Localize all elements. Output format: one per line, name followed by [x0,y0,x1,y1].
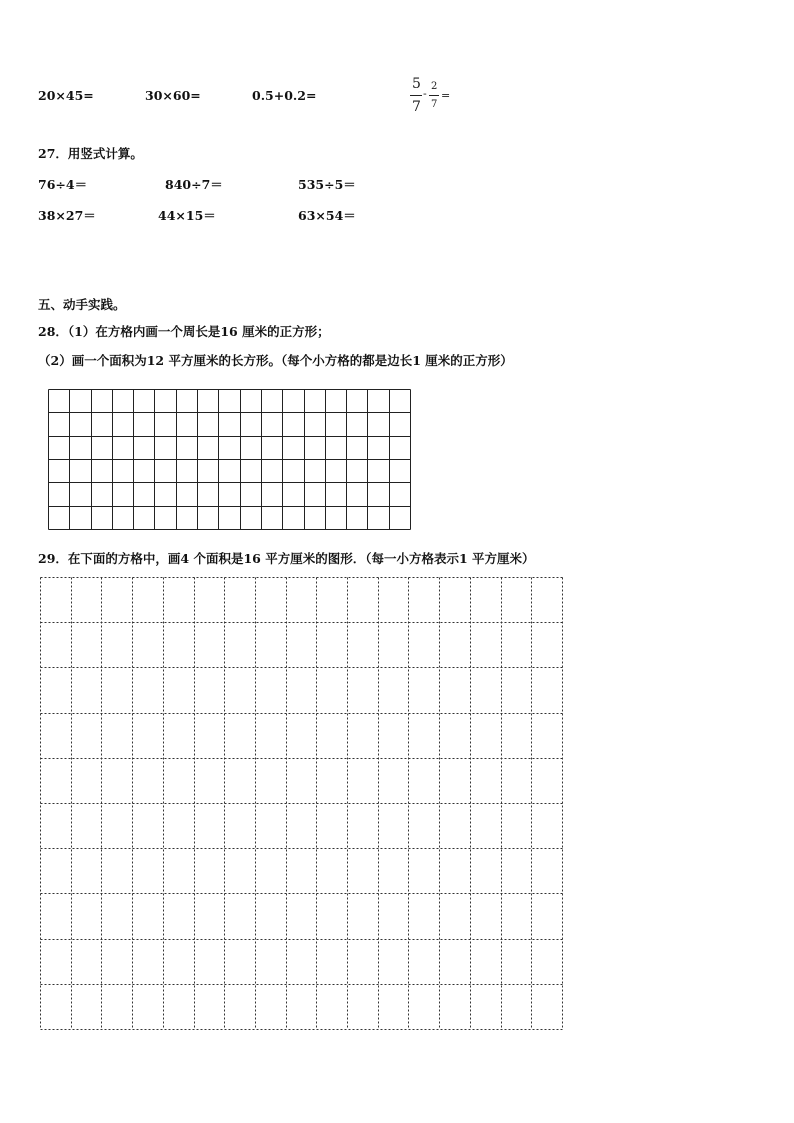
q29-dashed-grid[interactable] [40,577,563,1030]
q27-title: 27．用竖式计算。 [38,146,143,161]
q27-expr-3: 535÷5＝ [298,177,356,192]
fraction-a-numerator: 5 [412,76,421,92]
fraction-a-denominator: 7 [412,99,421,115]
fraction-minus: - [423,87,427,100]
fraction-a-bar [410,95,422,96]
fraction-equals: = [441,89,451,102]
q29-line1: 29．在下面的方格中，画4 个面积是16 平方厘米的图形．（每一小方格表示1 平方厘米） [38,551,535,566]
q27-expr-1: 76÷4＝ [38,177,88,192]
fraction-b-denominator: 7 [431,99,438,110]
expr-20x45: 20×45= [38,88,94,103]
fraction-b-numerator: 2 [431,81,438,92]
q27-expr-4: 38×27＝ [38,208,96,223]
expr-30x60: 30×60= [145,88,201,103]
fraction-b-bar [429,95,439,96]
q28-line2: （2）画一个面积为12 平方厘米的长方形。（每个小方格的都是边长1 厘米的正方形） [38,353,513,368]
q28-square-grid[interactable] [48,389,411,530]
fraction-expression [405,76,465,116]
q27-expr-6: 63×54＝ [298,208,356,223]
section-title: 五、动手实践。 [38,297,126,312]
q28-line1: 28．（1）在方格内画一个周长是16 厘米的正方形； [38,324,330,339]
expr-0.5plus0.2: 0.5+0.2= [252,88,317,103]
q27-expr-2: 840÷7＝ [165,177,223,192]
q27-expr-5: 44×15＝ [158,208,216,223]
